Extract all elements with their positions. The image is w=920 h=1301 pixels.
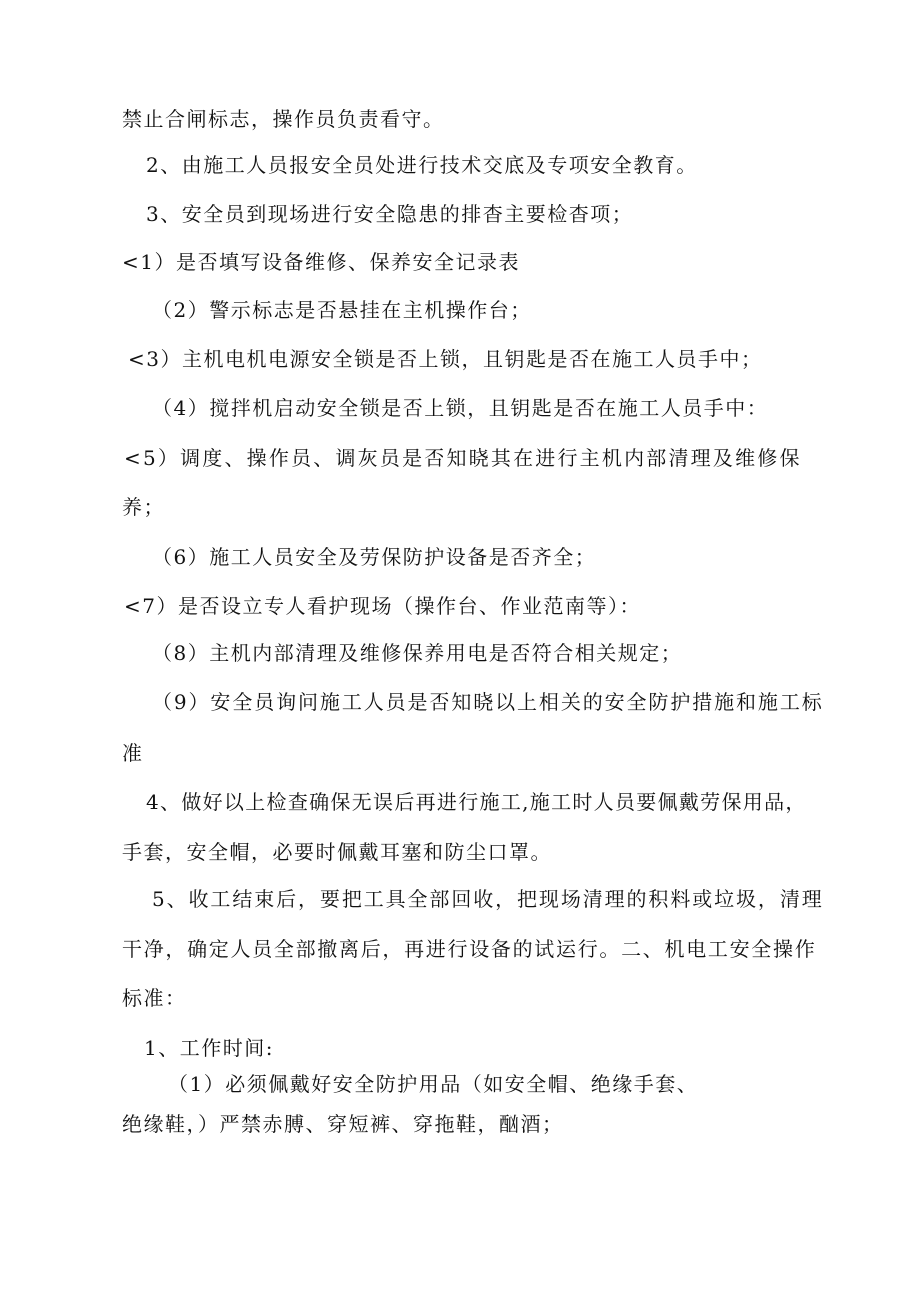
text-line: 绝缘鞋，）严禁赤膊、穿短裤、穿拖鞋，酗酒； [122, 1112, 564, 1136]
text-line: 3、安全员到现场进行安全隐患的排杳主要检杳项； [146, 202, 634, 226]
text-line: （9）安全员询问施工人员是否知晓以上相关的安全防护措施和施工标 [152, 690, 824, 714]
text-line: <5）调度、操作员、调灰员是否知晓其在进行主机内部清理及维修保 [124, 446, 802, 470]
text-line: （4）搅拌机启动安全锁是否上锁，且钥匙是否在施工人员手中： [152, 396, 769, 420]
text-line: 2、由施工人员报安全员处进行技术交底及专项安全教育。 [146, 153, 698, 177]
text-line: 手套，安全帽，必要时佩戴耳塞和防尘口罩。 [122, 840, 552, 864]
text-line: （1）必须佩戴好安全防护用品（如安全帽、绝缘手套、 [168, 1072, 699, 1096]
text-line: 干净，确定人员全部撤离后，再进行设备的试运行。二、机电工安全操作 [122, 937, 817, 961]
text-line: 标准： [122, 986, 187, 1010]
text-line: 禁止合闸标志，操作员负责看守。 [122, 107, 445, 131]
text-line: 4、做好以上检查确保无误后再进行施工,施工时人员要佩戴劳保用品， [146, 790, 807, 814]
text-line: （6）施工人员安全及劳保防护设备是否齐全； [152, 545, 597, 569]
text-line: <3）主机电机电源安全锁是否上锁，且钥匙是否在施工人员手中； [128, 347, 763, 371]
text-line: 1、工作时间: [144, 1036, 274, 1060]
text-line: 养； [122, 495, 165, 519]
text-line: （2）警示标志是否悬挂在主机操作台； [152, 298, 532, 322]
text-line: （8）主机内部清理及维修保养用电是否符合相关规定； [152, 641, 683, 665]
text-line: 5、收工结束后，要把工具全部回收，把现场清理的积料或垃圾，清理 [152, 887, 824, 911]
text-line: <1）是否填写设备维修、保养安全记录表 [122, 250, 520, 274]
text-line: 准 [122, 741, 144, 765]
text-line: <7）是否设立专人看护现场（操作台、作业范南等）： [124, 594, 641, 618]
